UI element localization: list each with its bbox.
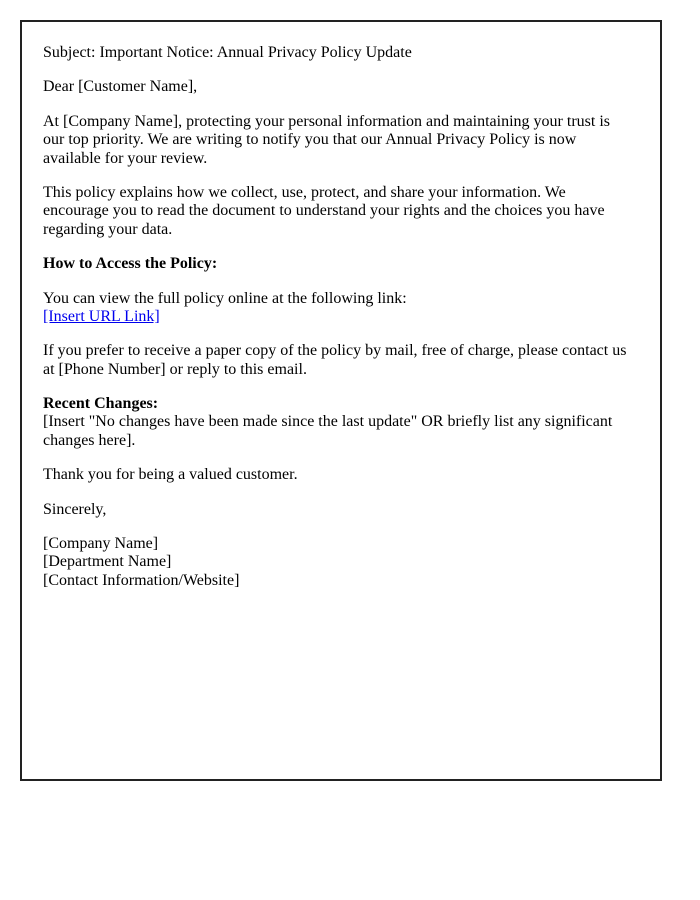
subject-line: Subject: Important Notice: Annual Privacy Policy Update — [43, 44, 412, 61]
text-line: At [Company Name], protecting your personal information and maintaining your trust is — [43, 112, 610, 130]
access-intro-text: You can view the full policy online at the following link: — [43, 289, 407, 307]
greeting: Dear [Customer Name], — [43, 78, 198, 96]
section-heading: Recent Changes: — [43, 395, 159, 413]
intro-paragraph — [43, 113, 640, 168]
access-link-paragraph — [43, 290, 640, 327]
signature-department: [Department Name] — [43, 553, 172, 571]
signature-block — [43, 535, 640, 590]
text-line: This policy explains how we collect, use, protect, and share your information. We — [43, 183, 566, 201]
signature-company: [Company Name] — [43, 535, 159, 553]
letter-document — [20, 20, 662, 781]
text-line: encourage you to read the document to understand your rights and the choices you have — [43, 202, 605, 220]
text-line: If you prefer to receive a paper copy of the policy by mail, free of charge, please contact us — [43, 342, 627, 360]
text-line: [Insert "No changes have been made since the last update" OR briefly list any significant — [43, 413, 613, 431]
text-line: our top priority. We are writing to notify you that our Annual Privacy Policy is now — [43, 131, 577, 149]
thanks-line: Thank you for being a valued customer. — [43, 466, 298, 484]
signature-contact: [Contact Information/Website] — [43, 571, 240, 589]
section-heading: How to Access the Policy: — [43, 255, 218, 273]
closing-line: Sincerely, — [43, 500, 107, 518]
insert-url-link[interactable]: [Insert URL Link] — [43, 307, 160, 325]
recent-changes-paragraph — [43, 395, 640, 450]
text-line: changes here]. — [43, 431, 136, 449]
text-line: regarding your data. — [43, 220, 173, 238]
text-line: at [Phone Number] or reply to this email. — [43, 360, 307, 378]
paper-copy-paragraph — [43, 342, 640, 379]
text-line: available for your review. — [43, 149, 208, 167]
access-policy-heading — [43, 255, 640, 273]
policy-explains-paragraph — [43, 184, 640, 239]
